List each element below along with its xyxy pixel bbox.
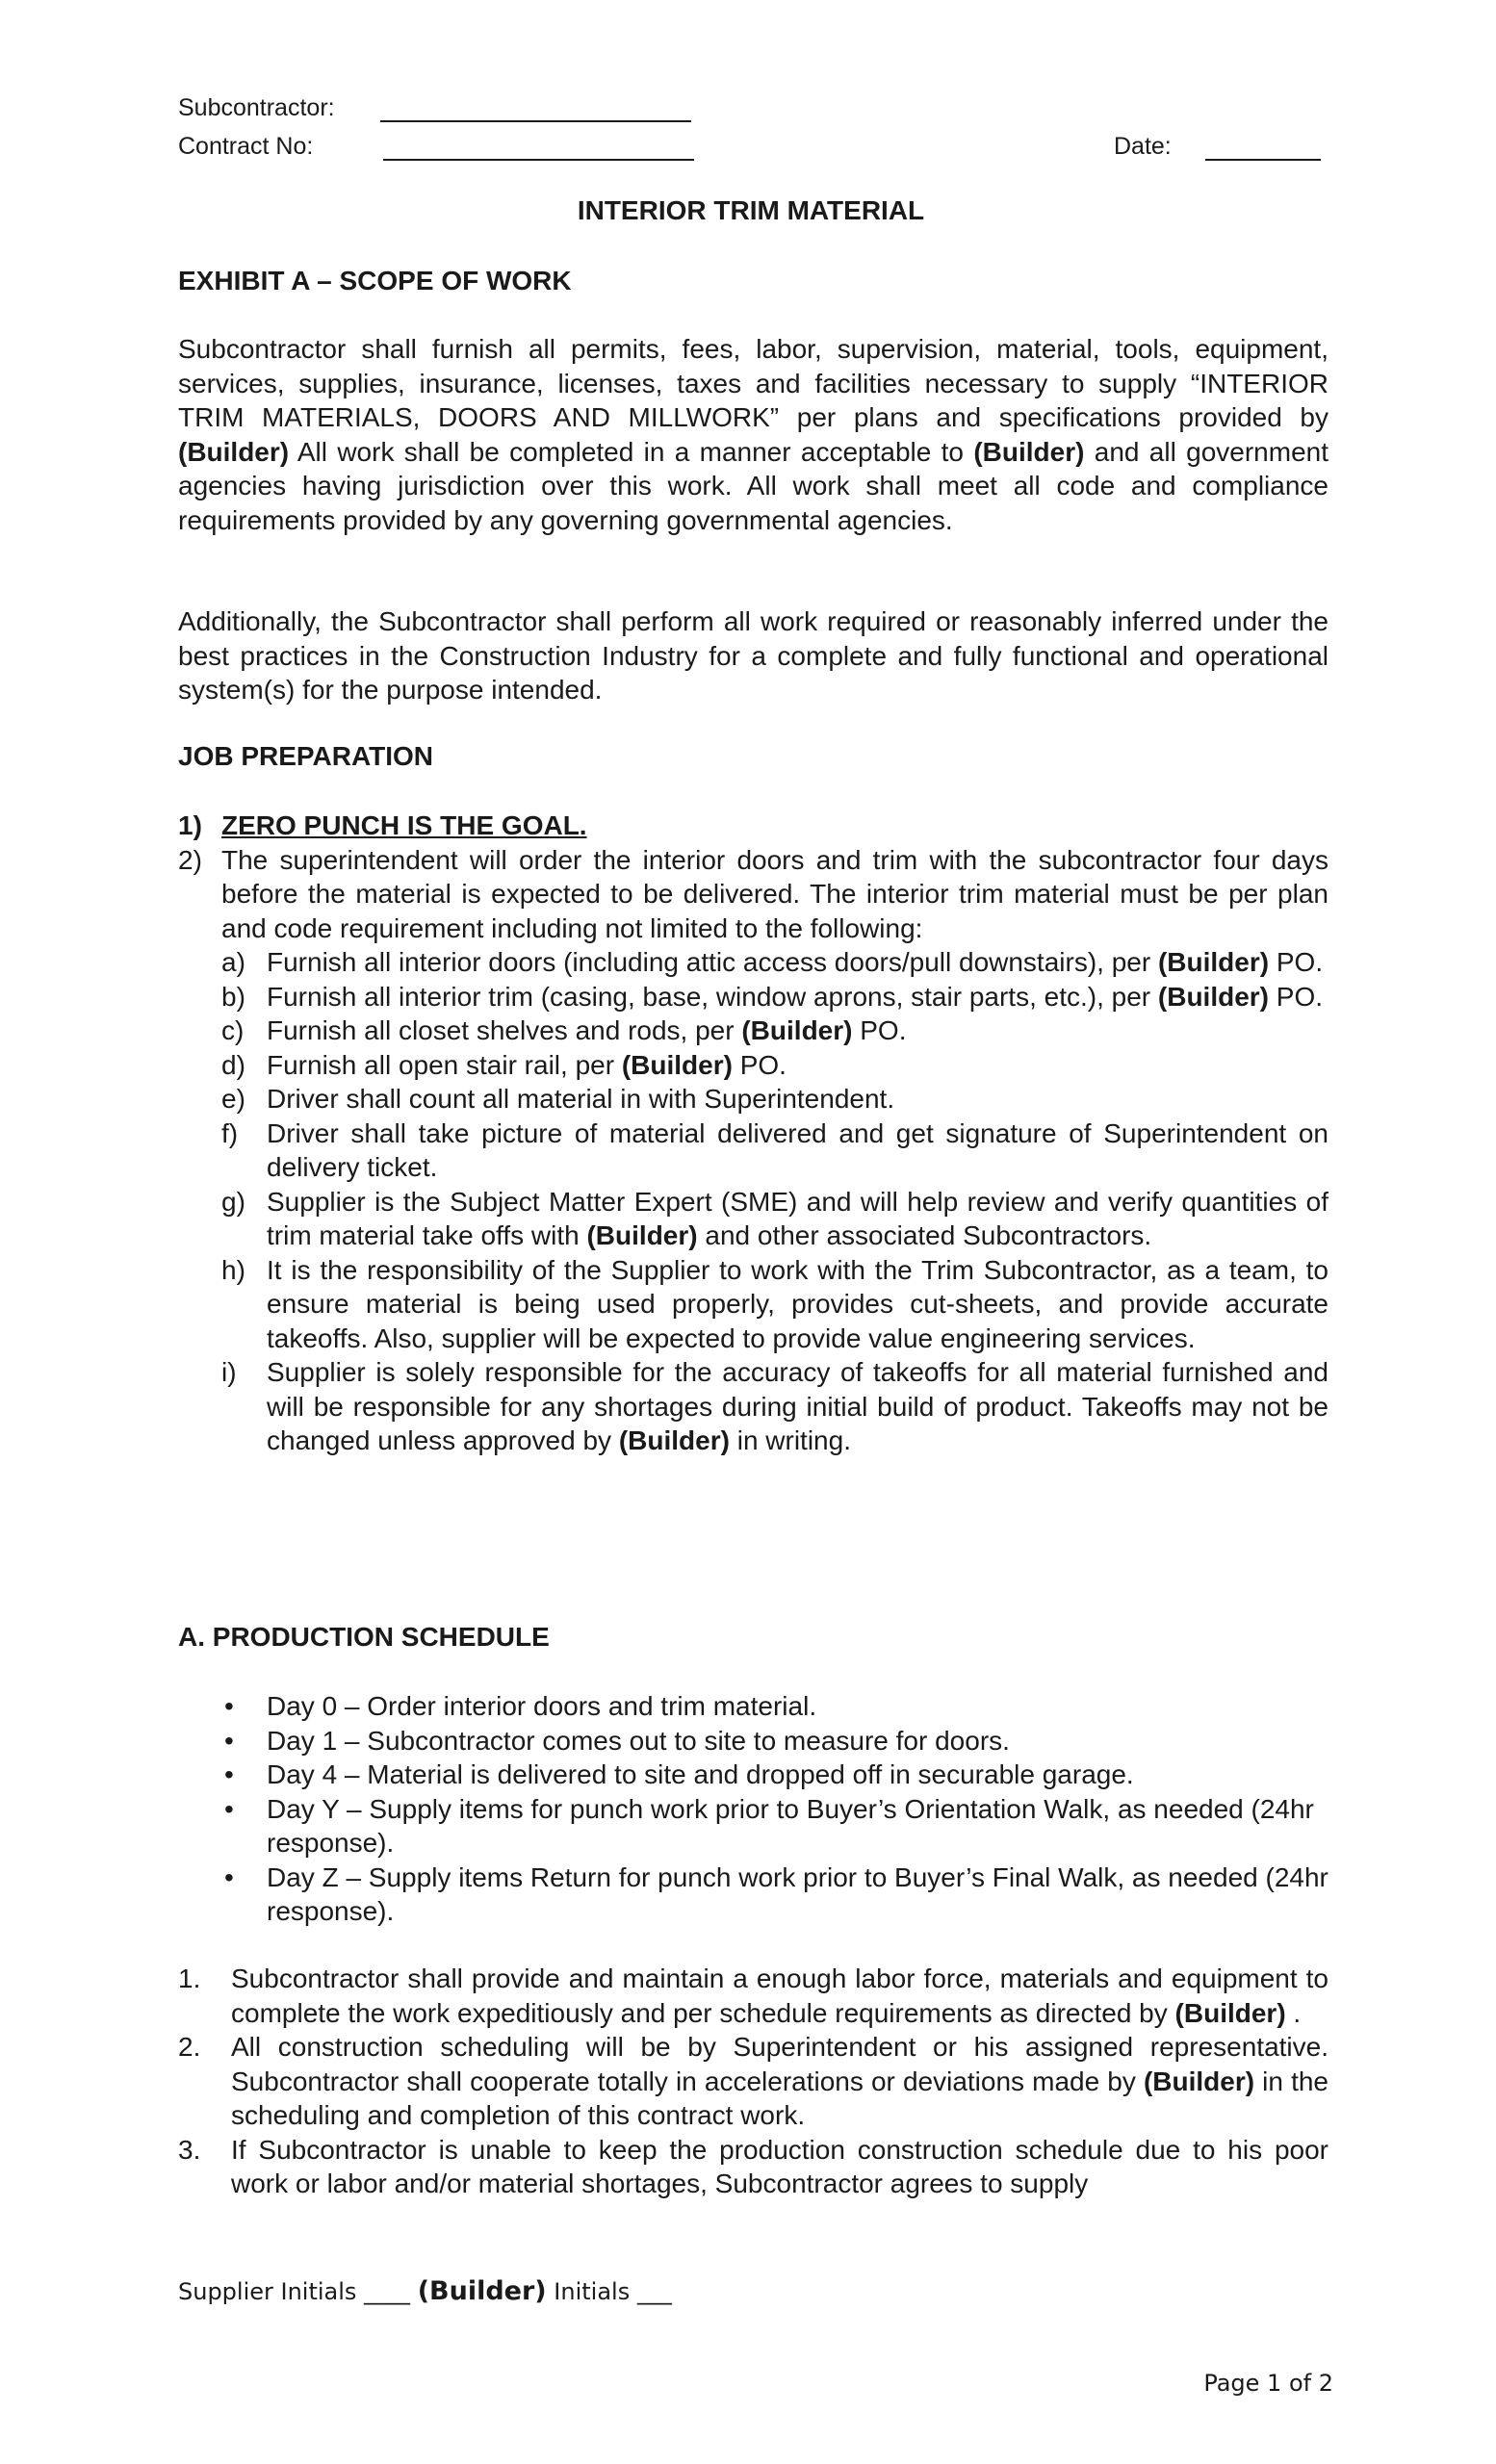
zero-punch-goal: ZERO PUNCH IS THE GOAL. xyxy=(221,810,587,840)
scope-paragraph-2: Additionally, the Subcontractor shall perform all work required or reasonably inferred under the best practices in the Construction Industry for a complete and fully functional and operational system(s) for the purpose intended. xyxy=(178,606,1328,705)
bullet-icon: • xyxy=(224,1691,234,1721)
list-item: 2. All construction scheduling will be by Superintendent or his assigned representative. Subcontractor shall cooperate totally in accelerations or deviations made by (Builder) in the scheduling and completion of this contract work. xyxy=(178,2032,1328,2130)
document-title: INTERIOR TRIM MATERIAL xyxy=(577,195,925,225)
list-item: • Day 1 – Subcontractor comes out to site to measure for doors. xyxy=(178,1724,1328,1758)
contract-label: Contract No: xyxy=(178,133,314,160)
exhibit-heading: EXHIBIT A – SCOPE OF WORK xyxy=(178,266,572,295)
list-item: • Day 0 – Order interior doors and trim material. xyxy=(178,1689,1328,1724)
page-number: Page 1 of 2 xyxy=(1203,2370,1333,2397)
job-preparation-heading: JOB PREPARATION xyxy=(178,741,433,771)
production-schedule-heading: A. PRODUCTION SCHEDULE xyxy=(178,1622,550,1652)
subcontractor-label: Subcontractor: xyxy=(178,94,335,121)
bullet-icon: • xyxy=(224,1861,234,1892)
bullet-icon: • xyxy=(224,1725,234,1756)
bullet-icon: • xyxy=(224,1759,234,1789)
list-item: • Day 4 – Material is delivered to site and dropped off in securable garage. xyxy=(178,1758,1328,1792)
list-item: 1) ZERO PUNCH IS THE GOAL. xyxy=(178,810,587,840)
builder-ref: (Builder) xyxy=(973,436,1085,467)
job-preparation-list xyxy=(178,808,1328,1458)
sub-item: b) Furnish all interior trim (casing, base, window aprons, stair parts, etc.), per (Builder) PO. xyxy=(221,981,1324,1012)
bullet-icon: • xyxy=(224,1793,234,1824)
contract-blank xyxy=(383,134,694,161)
sub-item: e) Driver shall count all material in with Superintendent. xyxy=(221,1084,895,1114)
builder-initials: Initials ___ xyxy=(554,2278,672,2305)
list-item: 2) The superintendent will order the interior doors and trim with the subcontractor four days before the material is expected to be delivered. The interior trim material must be per plan and code requirement including not limited to the following: xyxy=(178,844,1328,943)
initials-footer xyxy=(178,2276,672,2306)
list-item: • Day Z – Supply items Return for punch work prior to Buyer’s Final Walk, as needed (24hr response). xyxy=(224,1861,1328,1926)
sub-item: h) It is the responsibility of the Supplier to work with the Trim Subcontractor, as a team, to ensure material is being used properly, provides cut-sheets, and provide accurate takeoffs. Also, supplier will be expected to provide value engineering services. xyxy=(221,1254,1328,1353)
sub-item: c) Furnish all closet shelves and rods, per (Builder) PO. xyxy=(221,1015,907,1045)
scope-paragraph-1: Subcontractor shall furnish all permits, fees, labor, supervision, material, tools, equipment, services, supplies, insurance, licenses, taxes and facilities necessary to supply “INTERIOR TRIM MATERIALS, DOORS AND MILLWORK” per plans and specifications provided by (Builder) All work shall be completed in a manner acceptable to (Builder) and all government agencies having jurisdiction over this work. All work shall meet all code and compliance requirements provided by any governing governmental agencies. xyxy=(178,334,1329,535)
date-label: Date: xyxy=(1114,133,1172,160)
subcontractor-blank xyxy=(380,95,691,122)
list-item: 1. Subcontractor shall provide and maintain a enough labor force, materials and equipment to complete the work expeditiously and per schedule requirements as directed by (Builder) . xyxy=(178,1964,1328,2028)
sub-item: i) Supplier is solely responsible for the accuracy of takeoffs for all material furnished and will be responsible for any shortages during initial build of product. Takeoffs may not be changed unless approved by (Builder) in writing. xyxy=(221,1357,1328,1455)
date-blank xyxy=(1205,134,1321,161)
list-item: 3. If Subcontractor is unable to keep the production construction schedule due to his poor work or labor and/or material shortages, Subcontractor agrees to supply xyxy=(178,2134,1328,2198)
builder-label: (Builder) xyxy=(417,2276,547,2306)
date-row xyxy=(1114,133,1321,161)
list-item: • Day Y – Supply items for punch work prior to Buyer’s Orientation Walk, as needed (24hr response). xyxy=(224,1793,1314,1858)
subcontractor-row xyxy=(178,94,691,122)
sub-item: g) Supplier is the Subject Matter Expert (SME) and will help review and verify quantities of trim material take offs with (Builder) and other associated Subcontractors. xyxy=(221,1186,1328,1250)
production-numbered-list xyxy=(178,1962,1328,2201)
builder-ref: (Builder) xyxy=(178,436,290,467)
contract-row xyxy=(178,133,694,161)
sub-item: d) Furnish all open stair rail, per (Builder) PO. xyxy=(221,1049,787,1080)
production-bullets xyxy=(178,1689,1328,1929)
sub-item: f) Driver shall take picture of material delivered and get signature of Superintendent on delivery ticket. xyxy=(221,1117,1328,1182)
sub-item: a) Furnish all interior doors (including attic access doors/pull downstairs), per (Builder) PO. xyxy=(221,947,1324,977)
supplier-initials: Supplier Initials ____ xyxy=(178,2278,411,2305)
